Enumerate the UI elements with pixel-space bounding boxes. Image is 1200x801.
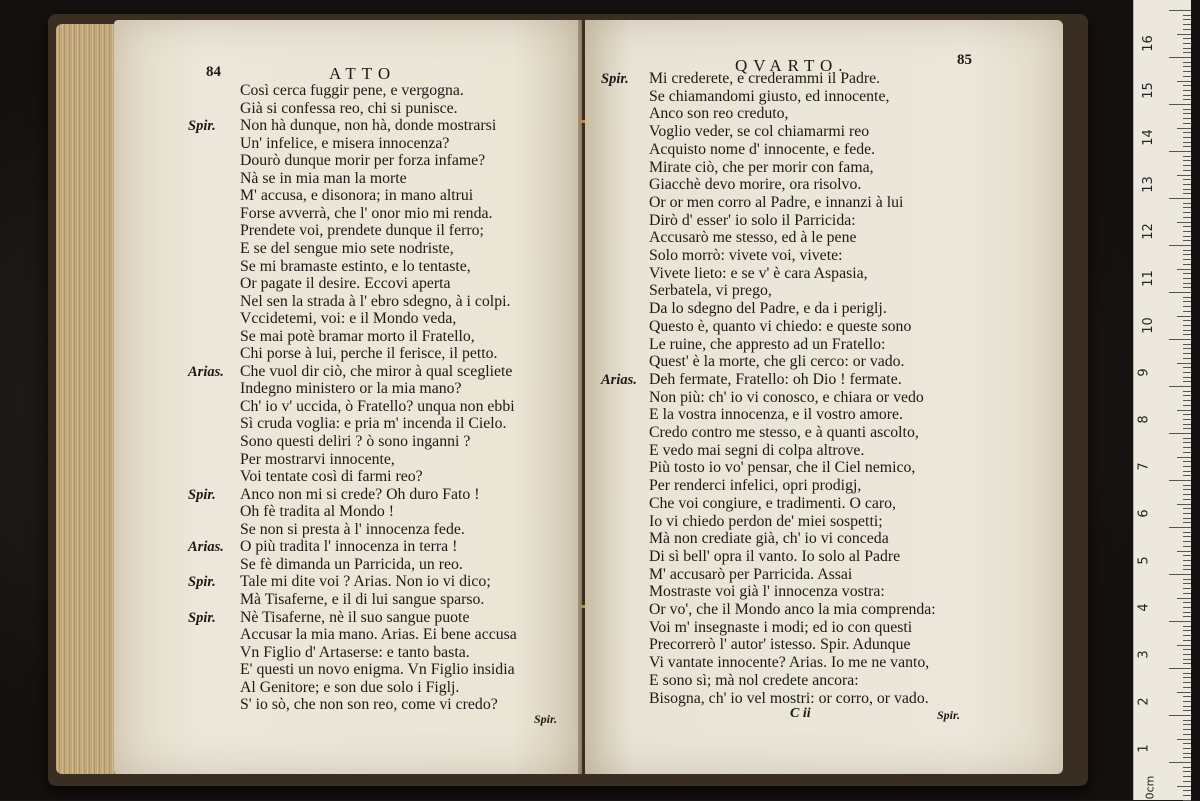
ruler-tick [1183,123,1191,124]
ruler-tick [1183,593,1191,594]
ruler-tick [1183,137,1191,138]
verse-line: Ch' io v' uccida, ò Fratello? unqua non ebbi [240,397,515,415]
verse-line: Indegno ministero or la mia mano? [240,380,462,398]
speaker-label: Spir. [188,486,216,503]
ruler-tick [1183,240,1191,241]
verse-line: Vivete lieto: e se v' è cara Aspasia, [649,264,868,282]
verse-line: Che voi congiure, e tradimenti. O caro, [649,494,896,512]
ruler-tick [1183,95,1191,96]
ruler-tick [1183,555,1191,556]
ruler-tick [1183,405,1191,406]
ruler-tick [1177,786,1191,787]
ruler-tick [1183,583,1191,584]
ruler-tick [1183,52,1191,53]
ruler-tick [1183,283,1191,284]
ruler-tick [1183,536,1191,537]
ruler-tick [1183,193,1191,194]
ruler-tick [1183,254,1191,255]
ruler-unit-label: 0cm [1143,775,1157,800]
signature-mark: C ii [790,706,811,721]
left-text-block [114,20,582,774]
ruler-tick [1183,118,1191,119]
ruler-tick [1183,226,1191,227]
ruler-tick [1177,316,1191,317]
ruler-tick [1183,99,1191,100]
verse-line: Se fè dimanda un Parricida, un reo. [240,555,463,573]
ruler-tick [1183,184,1191,185]
ruler-tick [1183,729,1191,730]
ruler-tick [1183,372,1191,373]
ruler-tick [1169,574,1191,575]
ruler-tick [1183,471,1191,472]
ruler-tick [1183,513,1191,514]
verse-line: Accusar la mia mano. Arias. Ei bene accusa [240,626,517,644]
ruler-tick [1169,386,1191,387]
ruler-tick [1183,15,1191,16]
ruler-tick [1183,489,1191,490]
running-head: QVARTO. [735,56,849,75]
verse-line: O più tradita l' innocenza in terra ! [240,538,458,556]
ruler-tick [1183,90,1191,91]
ruler-tick [1169,198,1191,199]
ruler-tick [1183,391,1191,392]
speaker-label: Spir. [188,609,216,626]
ruler-tick [1183,687,1191,688]
ruler-tick [1169,433,1191,434]
page-number: 84 [206,64,221,80]
ruler-tick [1183,71,1191,72]
ruler-tick [1183,29,1191,30]
ruler-tick [1183,189,1191,190]
ruler-tick [1169,57,1191,58]
ruler-tick [1183,771,1191,772]
ruler-tick [1183,532,1191,533]
ruler-tick [1183,748,1191,749]
left-page [114,20,582,774]
verse-line: Se chiamandomi giusto, ed innocente, [649,87,890,105]
ruler-tick [1183,160,1191,161]
ruler-tick [1183,48,1191,49]
ruler-tick [1169,527,1191,528]
ruler-tick [1183,400,1191,401]
ruler-tick [1183,682,1191,683]
ruler-tick [1183,790,1191,791]
ruler-label: 1 [1136,744,1152,753]
ruler-tick [1177,645,1191,646]
ruler-tick [1183,757,1191,758]
verse-line: M' accusarò per Parricida. Assai [649,565,853,583]
ruler-tick [1183,795,1191,796]
ruler-tick [1177,551,1191,552]
ruler-tick [1183,367,1191,368]
ruler-tick [1183,146,1191,147]
page-number: 85 [957,52,972,68]
ruler-tick [1183,428,1191,429]
ruler-label: 15 [1140,82,1156,99]
verse-line: Questo è, quanto vi chiedo: e queste sono [649,317,912,335]
ruler-tick [1183,701,1191,702]
ruler-label: 13 [1140,176,1156,193]
ruler-tick [1183,640,1191,641]
ruler-tick [1183,753,1191,754]
verse-line: Mà non crediate già, ch' io vi conceda [649,530,889,548]
ruler-tick [1183,358,1191,359]
verse-line: Se mai potè bramar morto il Fratello, [240,327,475,345]
ruler-tick [1183,696,1191,697]
ruler-label: 6 [1136,509,1152,518]
ruler-tick [1183,273,1191,274]
ruler-tick [1183,649,1191,650]
ruler-tick [1183,654,1191,655]
verse-line: Serbatela, vi prego, [649,282,772,300]
verse-line: Dirò d' esser' io solo il Parricida: [649,211,856,229]
ruler-tick [1183,461,1191,462]
ruler-tick [1183,165,1191,166]
running-head: ATTO [329,64,397,83]
ruler-tick [1169,715,1191,716]
verse-line: Di sì bell' opra il vanto. Io solo al Padre [649,547,901,565]
ruler-tick [1183,132,1191,133]
ruler-tick [1183,767,1191,768]
ruler-tick [1183,297,1191,298]
verse-line: Le ruine, che appresto ad un Fratello: [649,335,886,353]
ruler-tick [1183,710,1191,711]
verse-line: Forse avverrà, che l' onor mio mi renda. [240,204,493,222]
verse-line: Per mostrarvi innocente, [240,450,395,468]
verse-line: Mi crederete, e crederammi il Padre. [649,70,881,87]
ruler-tick [1183,541,1191,542]
verse-line: Oh fè tradita al Mondo ! [240,503,394,521]
ruler-tick [1183,499,1191,500]
ruler-tick [1169,292,1191,293]
ruler-tick [1183,414,1191,415]
ruler-tick [1183,724,1191,725]
ruler-tick [1183,85,1191,86]
ruler-tick [1177,81,1191,82]
verse-line: Sono questi deliri ? ò sono inganni ? [240,433,471,450]
verse-line: Voi tentate così di farmi reo? [240,468,423,486]
verse-line: Se mi bramaste estinto, e lo tentaste, [240,257,471,275]
ruler-label: 9 [1136,368,1152,377]
ruler-tick [1183,635,1191,636]
ruler-tick [1183,278,1191,279]
catchword: Spir. [937,708,961,722]
verse-line: Dourò dunque morir per forza infame? [240,152,486,170]
ruler-tick [1183,720,1191,721]
verse-line: Un' infelice, e misera innocenza? [240,134,450,152]
ruler-tick [1183,156,1191,157]
ruler-label: 2 [1136,697,1152,706]
ruler-tick [1177,692,1191,693]
ruler-tick [1183,673,1191,674]
ruler-tick [1177,222,1191,223]
ruler-tick [1183,630,1191,631]
verse-line: Vn Figlio d' Artaserse: e tanto basta. [240,643,470,661]
ruler-tick [1183,381,1191,382]
ruler-tick [1183,518,1191,519]
ruler-label: 3 [1136,650,1152,659]
ruler-label: 11 [1140,270,1156,287]
ruler-tick [1177,269,1191,270]
verse-line: Chi porse à lui, perche il ferisce, il petto. [240,345,498,363]
ruler-tick [1183,259,1191,260]
verse-line: E se del sengue mio sete nodriste, [240,239,454,257]
ruler-tick [1183,442,1191,443]
verse-line: Precorrerò l' autor' istesso. Spir. Adunque [649,636,911,654]
ruler-tick [1183,734,1191,735]
ruler-tick [1183,560,1191,561]
ruler-tick [1183,452,1191,453]
measuring-ruler [1133,0,1191,800]
verse-line: Anco non mi si crede? Oh duro Fato ! [240,485,480,503]
ruler-tick [1183,424,1191,425]
ruler-tick [1183,677,1191,678]
ruler-tick [1183,616,1191,617]
ruler-tick [1183,212,1191,213]
page-edges [56,24,122,774]
ruler-tick [1183,207,1191,208]
ruler-tick [1183,569,1191,570]
ruler-tick [1183,706,1191,707]
ruler-label: 12 [1140,223,1156,240]
ruler-tick [1169,104,1191,105]
verse-line: Sì cruda voglia: e pria m' incenda il Cielo. [240,415,507,433]
verse-line: Da lo sdegno del Padre, e da i periglj. [649,300,887,318]
verse-line: Tale mi dite voi ? Arias. Non io vi dico; [240,573,491,591]
verse-line: Acquisto nome d' innocente, e fede. [649,140,876,158]
verse-line: Al Genitore; e son due solo i Figlj. [240,678,460,696]
ruler-tick [1183,395,1191,396]
verse-line: Or pagate il desire. Eccovi aperta [240,275,451,293]
ruler-tick [1183,546,1191,547]
ruler-tick [1183,325,1191,326]
speaker-label: Arias. [188,539,224,556]
ruler-tick [1177,128,1191,129]
ruler-tick [1183,565,1191,566]
verse-line: Mà Tisaferne, e il di lui sangue sparso. [240,590,485,608]
ruler-label: 7 [1136,462,1152,471]
verse-line: Io vi chiedo perdon de' miei sospetti; [649,512,883,530]
verse-line: E sono sì; mà nol credete ancora: [649,671,859,689]
ruler-tick [1169,151,1191,152]
ruler-tick [1177,363,1191,364]
ruler-tick [1183,231,1191,232]
ruler-tick [1183,24,1191,25]
ruler-tick [1169,621,1191,622]
verse-line: Giacchè devo morire, ora risolvo. [649,176,862,194]
verse-line: Credo contro me stesso, e à quanti ascolto, [649,424,919,441]
verse-line: S' io sò, che non son reo, come vi credo? [240,696,498,714]
ruler-tick [1183,419,1191,420]
ruler-tick [1183,626,1191,627]
ruler-tick [1177,598,1191,599]
ruler-tick [1183,494,1191,495]
verse-line: M' accusa, e disonora; in mano altrui [240,187,474,205]
ruler-tick [1183,62,1191,63]
ruler-tick [1183,236,1191,237]
verse-line: Bisogna, ch' io vel mostri: or corro, or vado. [649,689,929,707]
speaker-label: Arias. [601,371,637,388]
verse-line: Più tosto io vo' pensar, che il Ciel nemico, [649,459,916,477]
verse-line: Solo morrò: vivete voi, vivete: [649,247,843,264]
verse-line: Nà se in mia man la morte [240,169,407,187]
ruler-label: 8 [1136,415,1152,424]
verse-line: Anco son reo creduto, [649,105,789,123]
ruler-tick [1183,485,1191,486]
ruler-tick [1183,43,1191,44]
ruler-tick [1169,245,1191,246]
ruler-tick [1183,170,1191,171]
verse-line: Già si confessa reo, chi si punisce. [240,99,458,117]
verse-line: Accusarò me stesso, ed à le pene [649,229,857,247]
ruler-tick [1183,663,1191,664]
ruler-tick [1183,203,1191,204]
ruler-tick [1183,287,1191,288]
ruler-tick [1183,612,1191,613]
verse-line: Nel sen la strada à l' ebro sdegno, à i colpi. [240,292,511,310]
verse-line: Nè Tisaferne, nè il suo sangue puote [240,608,470,626]
ruler-tick [1183,38,1191,39]
verse-line: Per renderci infelici, opri prodigj, [649,477,862,495]
ruler-tick [1183,447,1191,448]
ruler-tick [1183,466,1191,467]
verse-line: E vedo mai segni di colpa altrove. [649,441,865,459]
ruler-tick [1183,250,1191,251]
ruler-tick [1183,579,1191,580]
ruler-tick [1183,377,1191,378]
ruler-tick [1183,330,1191,331]
ruler-tick [1183,66,1191,67]
ruler-tick [1183,475,1191,476]
ruler-tick [1183,311,1191,312]
ruler-tick [1183,508,1191,509]
verse-line: Non hà dunque, non hà, donde mostrarsi [240,117,497,135]
ruler-tick [1183,217,1191,218]
right-page [585,20,1063,774]
ruler-tick [1177,457,1191,458]
ruler-tick [1183,19,1191,20]
ruler-label: 4 [1136,603,1152,612]
ruler-tick [1177,504,1191,505]
ruler-label: 5 [1136,556,1152,565]
verse-line: E la vostra innocenza, e il vostro amore. [649,406,903,424]
ruler-tick [1183,179,1191,180]
verse-line: Quest' è la morte, che gli cerco: or vado. [649,353,905,371]
speaker-label: Spir. [188,574,216,591]
ruler-tick [1183,781,1191,782]
speaker-label: Spir. [601,71,629,87]
ruler-tick [1183,320,1191,321]
verse-line: Deh fermate, Fratello: oh Dio ! fermate. [649,370,902,388]
ruler-tick [1183,109,1191,110]
ruler-label: 16 [1140,35,1156,52]
ruler-tick [1177,739,1191,740]
ruler-tick [1177,175,1191,176]
ruler-tick [1169,10,1191,11]
speaker-label: Arias. [188,363,224,380]
ruler-label: 10 [1140,317,1156,334]
ruler-tick [1183,659,1191,660]
ruler-tick [1169,762,1191,763]
verse-line: Voglio veder, se col chiamarmi reo [649,123,870,141]
verse-line: Mirate ciò, che per morir con fama, [649,158,874,176]
verse-line: Mostraste voi già l' innocenza vostra: [649,583,885,601]
verse-line: E' questi un novo enigma. Vn Figlio insidia [240,661,515,679]
ruler-tick [1183,776,1191,777]
ruler-tick [1183,607,1191,608]
verse-line: Or or men corro al Padre, e innanzi à lui [649,193,904,211]
speaker-label: Spir. [188,118,216,135]
verse-line: Voi m' insegnaste i modi; ed io con questi [649,618,913,636]
ruler-tick [1183,76,1191,77]
ruler-tick [1169,339,1191,340]
ruler-tick [1183,142,1191,143]
verse-line: Così cerca fuggir pene, e vergogna. [240,82,464,99]
verse-line: Vi vantate innocente? Arias. Io me ne vanto, [649,654,930,672]
ruler-tick [1183,522,1191,523]
ruler-tick [1183,301,1191,302]
ruler-tick [1183,353,1191,354]
verse-line: Or vo', che il Mondo anco la mia comprenda: [649,601,936,618]
ruler-tick [1177,410,1191,411]
catchword: Spir. [534,712,558,726]
ruler-tick [1183,334,1191,335]
ruler-tick [1183,588,1191,589]
verse-line: Non più: ch' io vi conosco, e chiara or vedo [649,388,924,406]
ruler-tick [1183,306,1191,307]
ruler-tick [1183,743,1191,744]
ruler-tick [1169,480,1191,481]
ruler-tick [1183,113,1191,114]
ruler-tick [1169,668,1191,669]
verse-line: Vccidetemi, voi: e il Mondo veda, [240,310,457,328]
ruler-tick [1183,348,1191,349]
ruler-tick [1183,438,1191,439]
verse-line: Che vuol dir ciò, che miror à qual scegliete [240,362,513,380]
ruler-tick [1183,344,1191,345]
verse-line: Se non si presta à l' innocenza fede. [240,520,465,538]
verse-line: Prendete voi, prendete dunque il ferro; [240,222,484,240]
right-text-block [585,20,1063,774]
ruler-tick [1183,264,1191,265]
ruler-tick [1177,34,1191,35]
ruler-label: 14 [1140,129,1156,146]
ruler-tick [1183,602,1191,603]
